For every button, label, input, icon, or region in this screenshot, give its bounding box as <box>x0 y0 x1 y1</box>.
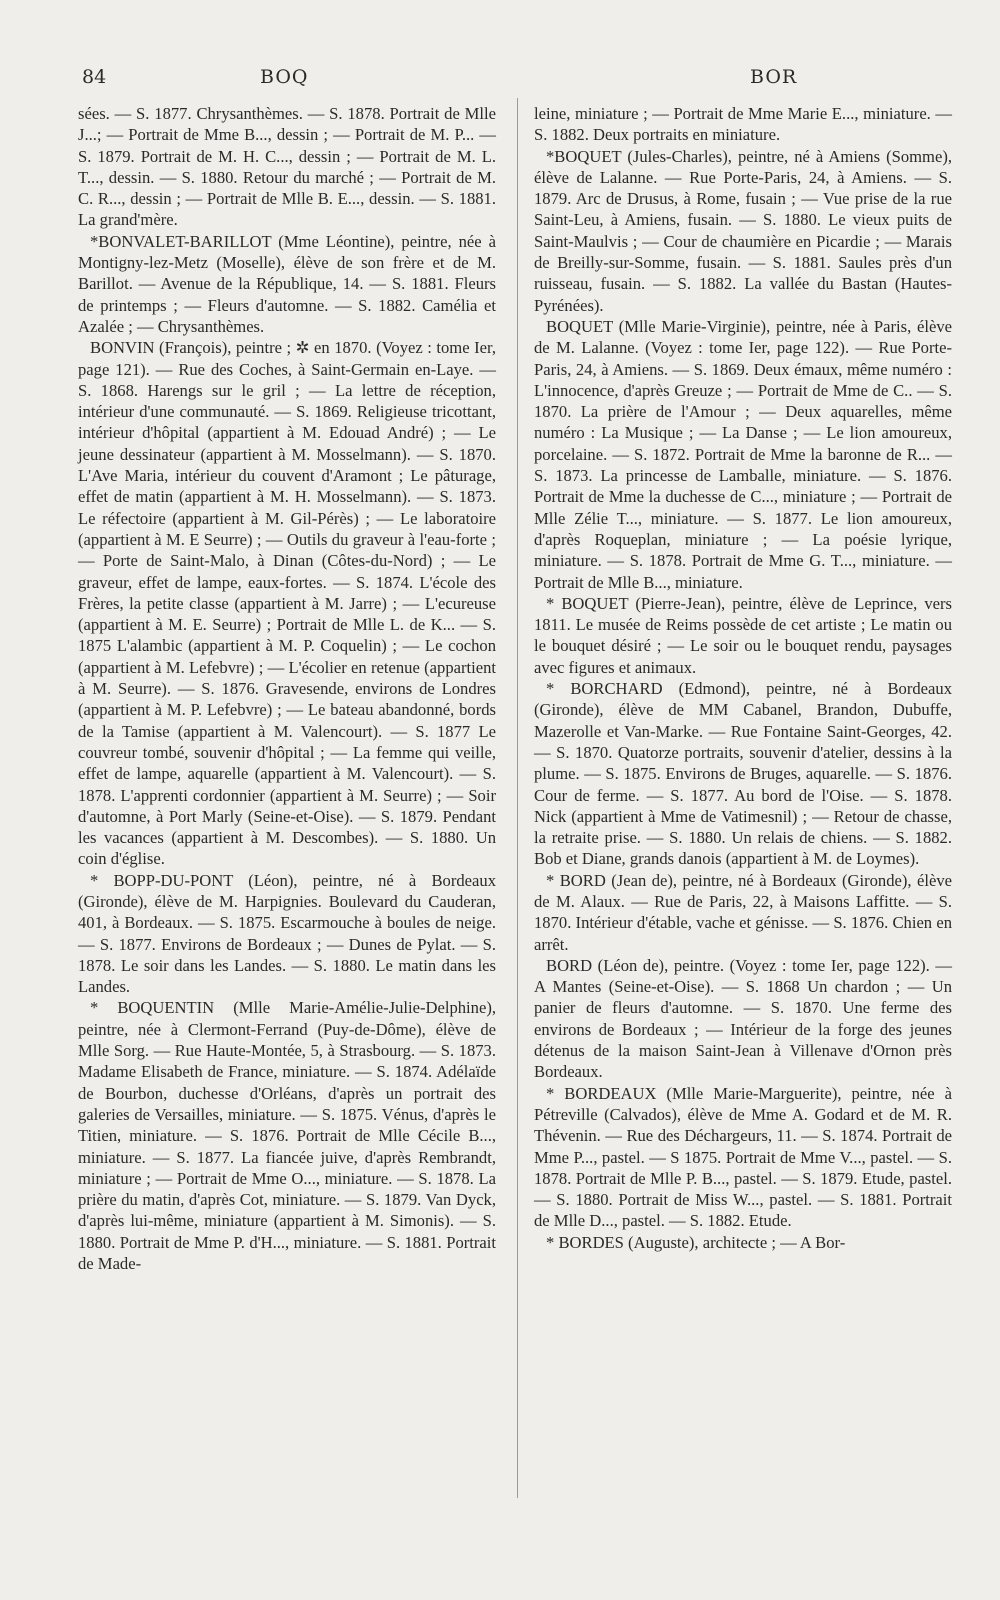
entry-bord-leon: BORD (Léon de), peintre. (Voyez : tome Ier, page 122). — A Mantes (Seine-et-Oise). — S. 1868 Un chardon ; — Un panier de fleurs d'automne. — S. 1870. Une ferme des environs de Bordeaux ; — Intérieur de la forge des jeunes détenus de la maison Saint-Jean à Villenave d'Ornon près Bordeaux. <box>534 955 952 1082</box>
entry-boquet-jules-charles: *BOQUET (Jules-Charles), peintre, né à Amiens (Somme), élève de Lalanne. — Rue Porte-Paris, 24, à Amiens. — S. 1879. Arc de Drusus, à Rome, fusain ; — Vue prise de la rue Saint-Leu, à Amiens, fusain. — S. 1880. Le vieux puits de Saint-Maulvis ; — Cour de chaumière en Picardie ; — Marais de Breilly-sur-Somme, fusain. — S. 1881. Saules près d'un ruisseau, fusain. — S. 1882. La vallée du Bastan (Hautes-Pyrénées). <box>534 146 952 315</box>
entry-continuation: sées. — S. 1877. Chrysanthèmes. — S. 1878. Portrait de Mlle J...; — Portrait de Mme B..., dessin ; — Portrait de M. P... — S. 1879. Portrait de M. H. C..., dessin ; — Portrait de M. L. T..., dessin. — S. 1880. Retour du marché ; — Portrait de M. C. R..., dessin ; — Portrait de Mlle B. E..., dessin. — S. 1881. La grand'mère. <box>78 104 496 230</box>
running-head-right: BOR <box>750 66 798 88</box>
right-column <box>534 103 952 1253</box>
entry-bopp-du-pont: * BOPP-DU-PONT (Léon), peintre, né à Bordeaux (Gironde), élève de M. Harpignies. Boulevard du Cauderan, 401, à Bordeaux. — S. 1875. Escarmouche à boules de neige. — S. 1877. Environs de Bordeaux ; — Dunes de Pylat. — S. 1878. Le soir dans les Landes. — S. 1880. Le matin dans les Landes. <box>78 870 496 997</box>
entry-bonvalet-barillot: *BONVALET-BARILLOT (Mme Léontine), peintre, née à Montigny-lez-Metz (Moselle), élève de son frère et de M. Barillot. — Avenue de la République, 14. — S. 1881. Fleurs de printemps ; — Fleurs d'automne. — S. 1882. Camélia et Azalée ; — Chrysanthèmes. <box>78 231 496 336</box>
page-header <box>82 66 962 92</box>
page-number: 84 <box>82 66 107 88</box>
entry-bordes: * BORDES (Auguste), architecte ; — A Bor- <box>546 1232 846 1252</box>
column-divider <box>517 98 518 1498</box>
entry-bordeaux: * BORDEAUX (Mlle Marie-Marguerite), peintre, née à Pétreville (Calvados), élève de Mme A. Godard et de M. R. Thévenin. — Rue des Déchargeurs, 11. — S. 1874. Portrait de Mme P..., pastel. — S 1875. Portrait de Mme V..., pastel. — S. 1878. Portrait de Mlle P. B..., pastel. — S. 1879. Etude, pastel. — S. 1880. Portrait de Miss W..., pastel. — S. 1881. Portrait de Mlle D..., pastel. — S. 1882. Etude. <box>534 1083 952 1231</box>
entry-continuation: leine, miniature ; — Portrait de Mme Marie E..., miniature. — S. 1882. Deux portraits en miniature. <box>534 104 952 145</box>
entry-boquentin: * BOQUENTIN (Mlle Marie-Amélie-Julie-Delphine), peintre, née à Clermont-Ferrand (Puy-de-Dôme), élève de Mlle Sorg. — Rue Haute-Montée, 5, à Strasbourg. — S. 1873. Madame Elisabeth de France, miniature. — S. 1874. Adélaïde de Bourbon, duchesse d'Orléans, d'après un portrait des galeries de Versailles, miniature. — S. 1875. Vénus, d'après le Titien, miniature. — S. 1876. Portrait de Mlle Cécile B..., miniature. — S. 1877. La fiancée juive, d'après Rembrandt, miniature ; — Portrait de Mme O..., miniature. — S. 1878. La prière du matin, d'après Cot, miniature. — S. 1879. Van Dyck, d'après lui-même, miniature (appartient à M. Simonis). — S. 1880. Portrait de Mme P. d'H..., miniature. — S. 1881. Portrait de Made- <box>78 998 496 1274</box>
entry-borchard: * BORCHARD (Edmond), peintre, né à Bordeaux (Gironde), élève de MM Cabanel, Brandon, Dubuffe, Mazerolle et Van-Marke. — Rue Fontaine Saint-Georges, 42. — S. 1870. Quatorze portraits, souvenir d'atelier, dessins à la plume. — S. 1875. Environs de Bruges, aquarelle. — S. 1876. Cour de ferme. — S. 1877. Au bord de l'Oise. — S. 1878. Nick (appartient à Mme de Vatimesnil) ; — Retour de chasse, la retraite prise. — S. 1880. Un relais de chiens. — S. 1882. Bob et Diane, grands danois (appartient à M. de Loymes). <box>534 679 952 869</box>
running-head-left: BOQ <box>260 66 309 88</box>
left-column <box>78 103 496 1274</box>
entry-bonvin: BONVIN (François), peintre ; ✲ en 1870. (Voyez : tome Ier, page 121). — Rue des Coches, à Saint-Germain en-Laye. — S. 1868. Harengs sur le gril ; — La lettre de réception, intérieur d'une communauté. — S. 1869. Religieuse tricottant, intérieur d'hôpital (appartient à M. Edouad André) ; — Le jeune dessinateur (appartient à M. Mosselmann). — S. 1870. L'Ave Maria, intérieur du couvent d'Aramont ; Le pâturage, effet de matin (appartient à M. H. Mosselmann). — S. 1873. Le réfectoire (appartient à M. Gil-Pérès) ; — Le laboratoire (appartient à M. E Seurre) ; — Outils du graveur à l'eau-forte ; — Porte de Saint-Malo, à Dinan (Côtes-du-Nord) ; — Le graveur, effet de lampe, eaux-fortes. — S. 1874. L'école des Frères, la petite classe (appartient à M. Jarre) ; — L'ecureuse (appartient à M. E. Seurre) ; Portrait de Mlle L. de K... — S. 1875 L'alambic (appartient à M. P. Coquelin) ; — Le cochon (appartient à M. Lefebvre) ; — L'écolier en retenue (appartient à M. Seurre). — S. 1876. Gravesende, environs de Londres (appartient à M. P. Lefebvre) ; — Le bateau abandonné, bords de la Tamise (appartient à M. Valencourt). — S. 1877 Le couvreur tombé, souvenir d'hôpital ; — La femme qui veille, effet de lampe, aquarelle (appartient à M. Valencourt). — S. 1878. L'apprenti cordonnier (appartient à M. Seurre) ; — Soir d'automne, à Port Marly (Seine-et-Oise). — S. 1879. Pendant les vacances (appartient à M. Descombes). — S. 1880. Un coin d'église. <box>78 338 496 869</box>
entry-bord-jean: * BORD (Jean de), peintre, né à Bordeaux (Gironde), élève de M. Alaux. — Rue de Paris, 22, à Maisons Laffitte. — S. 1870. Intérieur d'étable, vache et génisse. — S. 1876. Chien en arrêt. <box>534 870 952 954</box>
entry-boquet-pierre-jean: * BOQUET (Pierre-Jean), peintre, élève de Leprince, vers 1811. Le musée de Reims possède de cet artiste ; Le matin ou le bouquet désiré ; — Le soir ou le bouquet rendu, paysages avec figures et animaux. <box>534 593 952 677</box>
entry-boquet-marie-virginie: BOQUET (Mlle Marie-Virginie), peintre, née à Paris, élève de M. Lalanne. (Voyez : tome Ier, page 122). — Rue Porte-Paris, 24, à Amiens. — S. 1869. Deux émaux, même numéro : L'innocence, d'après Greuze ; — Portrait de Mme de C.. — S. 1870. La prière de l'Amour ; — Deux aquarelles, même numéro : La Musique ; — La Danse ; — Le lion amoureux, porcelaine. — S. 1872. Portrait de Mme la baronne de R... — S. 1873. La princesse de Lamballe, miniature. — S. 1876. Portrait de Mme la duchesse de C..., miniature ; — Portrait de Mlle Zélie T..., miniature. — S. 1877. Le lion amoureux, d'après Roqueplan, miniature ; — La poésie lyrique, miniature. — S. 1878. Portrait de Mme G. T..., miniature. — Portrait de Mlle B..., miniature. <box>534 316 952 592</box>
